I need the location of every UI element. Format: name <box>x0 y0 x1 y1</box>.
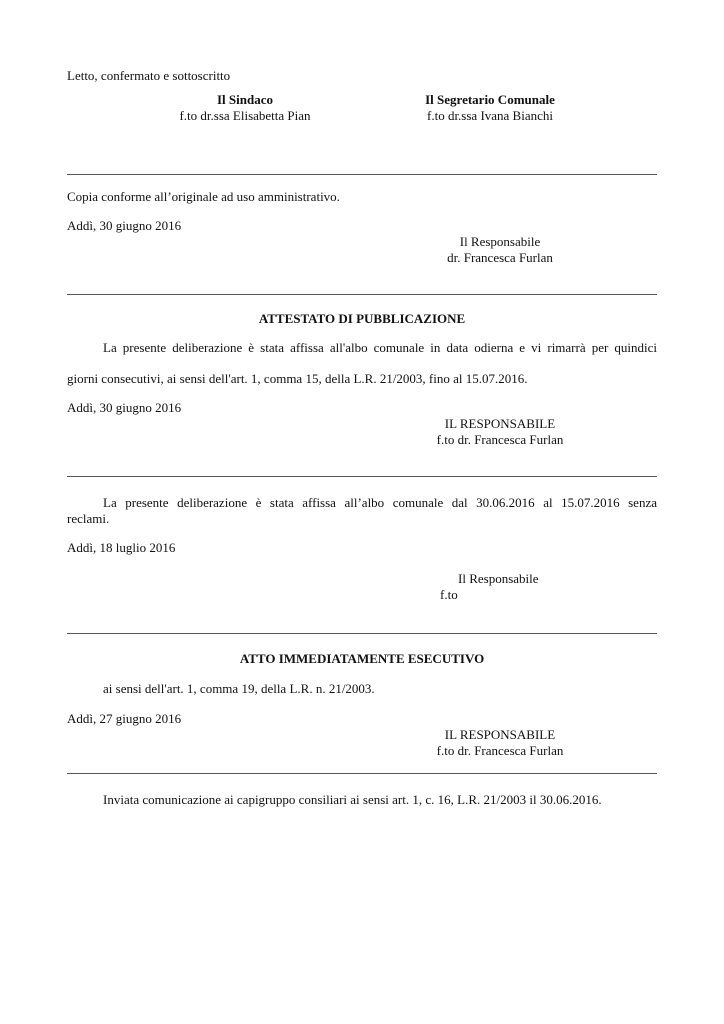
esecutivo-heading: ATTO IMMEDIATAMENTE ESECUTIVO <box>239 651 485 666</box>
copia-signature <box>420 234 580 266</box>
segretario-signature <box>405 92 575 124</box>
sindaco-title: Il Sindaco <box>217 92 273 107</box>
attestato-date: Addì, 30 giugno 2016 <box>67 400 182 415</box>
comunicazione-text: Inviata comunicazione ai capigruppo consiliari ai sensi art. 1, c. 16, L.R. 21/2003 il 30.06.2016. <box>103 792 602 807</box>
esecutivo-text: ai sensi dell'art. 1, comma 19, della L.R. n. 21/2003. <box>103 681 375 696</box>
copia-resp-name: dr. Francesca Furlan <box>447 250 553 265</box>
affissa-line1: La presente deliberazione è stata affissa all’albo comunale dal 30.06.2016 al 15.07.2016 senza <box>103 495 657 510</box>
attestato-line2: giorni consecutivi, ai sensi dell'art. 1, comma 15, della L.R. 21/2003, fino al 15.07.2016. <box>67 371 528 386</box>
sindaco-signature <box>160 92 330 124</box>
esecutivo-resp-name: f.to dr. Francesca Furlan <box>436 743 564 758</box>
copia-text: Copia conforme all’originale ad uso amministrativo. <box>67 189 340 204</box>
attestato-resp-name: f.to dr. Francesca Furlan <box>436 432 564 447</box>
divider <box>67 294 657 295</box>
attestato-line1: La presente deliberazione è stata affissa all'albo comunale in data odierna e vi rimarrà per quindici <box>103 340 657 355</box>
divider <box>67 476 657 477</box>
affissa-resp-title: Il Responsabile <box>458 571 539 586</box>
esecutivo-resp-title: IL RESPONSABILE <box>444 727 556 742</box>
segretario-title: Il Segretario Comunale <box>425 92 555 107</box>
segretario-name: f.to dr.ssa Ivana Bianchi <box>427 108 553 123</box>
esecutivo-signature <box>415 727 585 759</box>
affissa-resp-name: f.to <box>440 587 458 602</box>
esecutivo-date: Addì, 27 giugno 2016 <box>67 711 182 726</box>
attestato-signature <box>415 416 585 448</box>
copia-resp-title: Il Responsabile <box>459 234 541 249</box>
sindaco-name: f.to dr.ssa Elisabetta Pian <box>179 108 311 123</box>
affissa-date: Addì, 18 luglio 2016 <box>67 540 176 555</box>
divider <box>67 174 657 175</box>
attestato-resp-title: IL RESPONSABILE <box>444 416 556 431</box>
divider <box>67 773 657 774</box>
divider <box>67 633 657 634</box>
copia-date: Addì, 30 giugno 2016 <box>67 218 182 233</box>
attestato-heading: ATTESTATO DI PUBBLICAZIONE <box>258 311 466 326</box>
affissa-line2: reclami. <box>67 511 110 526</box>
intro-text: Letto, confermato e sottoscritto <box>67 68 231 83</box>
